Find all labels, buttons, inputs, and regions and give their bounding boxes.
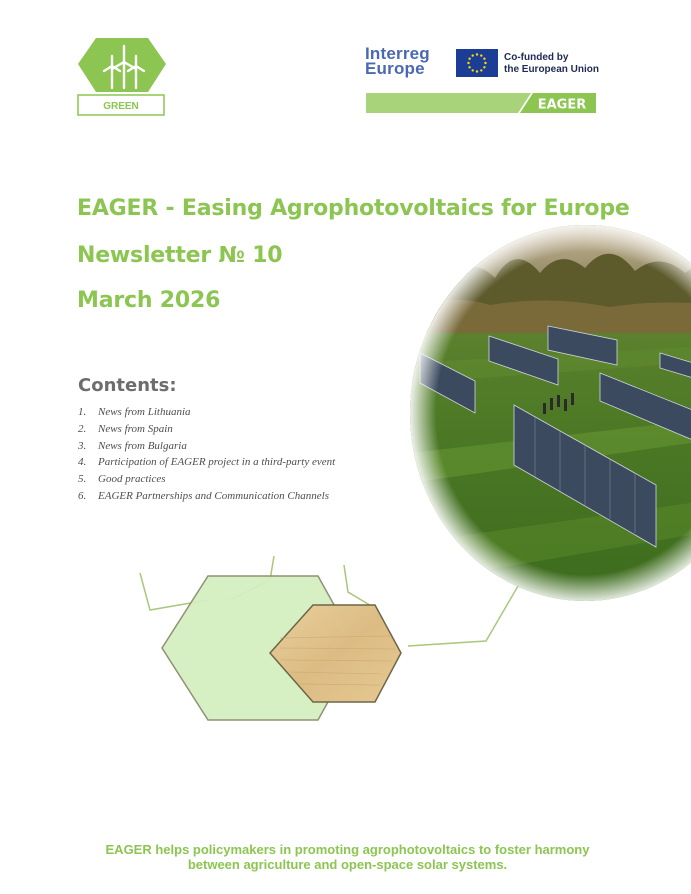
contents-item xyxy=(78,471,335,488)
footer-line2: between agriculture and open-space solar systems. xyxy=(187,857,508,872)
eu-cofunded-text xyxy=(504,52,614,76)
contents-item xyxy=(78,454,335,471)
contents-item-number: 4. xyxy=(78,456,87,469)
green-logo xyxy=(76,36,168,118)
decorative-hexagons xyxy=(130,548,550,748)
contents-item xyxy=(78,404,335,421)
contents-item-label: News from Bulgaria xyxy=(98,439,187,452)
contents-item-number: 1. xyxy=(78,406,87,418)
cofunded-line2: the European Union xyxy=(504,64,599,75)
contents-item-label: EAGER Partnerships and Communication Channels xyxy=(98,489,329,502)
contents-item-number: 5. xyxy=(78,473,87,486)
contents-item xyxy=(78,438,335,455)
contents-item-label: Good practices xyxy=(98,473,166,486)
agrivoltaic-field-photo xyxy=(410,223,691,603)
interreg-logo-line2: Europe xyxy=(365,59,425,78)
contents-list xyxy=(78,404,335,505)
newsletter-date: March 2026 xyxy=(77,288,221,313)
cofunded-line1: Co-funded by xyxy=(504,52,569,63)
interreg-europe-logo xyxy=(365,46,445,82)
eager-bar-label: EAGER xyxy=(537,97,587,113)
footer-line1: EAGER helps policymakers in promoting agrophotovoltaics to foster harmony xyxy=(105,842,590,857)
interreg-logo-line1: Interreg xyxy=(365,44,430,63)
contents-item xyxy=(78,488,335,505)
contents-item-number: 6. xyxy=(78,489,87,502)
newsletter-number: Newsletter № 10 xyxy=(77,243,283,268)
eu-flag-icon xyxy=(456,49,498,77)
contents-item-label: Participation of EAGER project in a third-party event xyxy=(98,456,336,469)
page-title: EAGER - Easing Agrophotovoltaics for Europe xyxy=(77,196,630,221)
contents-heading: Contents: xyxy=(78,375,177,396)
eager-logo-bar xyxy=(366,93,596,113)
contents-item-label: News from Lithuania xyxy=(98,406,191,418)
contents-item xyxy=(78,421,335,438)
footer-tagline xyxy=(60,842,635,872)
green-logo-label: GREEN xyxy=(103,101,139,112)
contents-item-number: 2. xyxy=(78,422,87,435)
contents-item-label: News from Spain xyxy=(98,422,173,435)
contents-item-number: 3. xyxy=(78,439,87,452)
